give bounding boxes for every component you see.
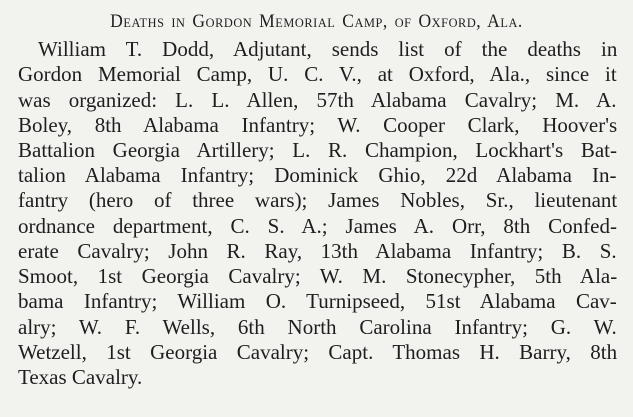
- body-line-12: alry; W. F. Wells, 6th North Carolina Infantry; G. W.: [18, 315, 617, 339]
- body-line-13: Wetzell, 1st Georgia Cavalry; Capt. Thomas H. Barry, 8th: [18, 340, 618, 364]
- body-line-3: was organized: L. L. Allen, 57th Alabama Cavalry; M. A.: [18, 88, 617, 112]
- body-line-9: erate Cavalry; John R. Ray, 13th Alabama Infantry; B. S.: [18, 239, 617, 263]
- body-line-8: ordnance department, C. S. A.; James A. Orr, 8th Confed-: [18, 214, 617, 238]
- body-line-2: Gordon Memorial Camp, U. C. V., at Oxford, Ala., since it: [18, 62, 617, 86]
- body-line-7: fantry (hero of three wars); James Nobles, Sr., lieutenant: [18, 188, 618, 212]
- body-line-10: Smoot, 1st Georgia Cavalry; W. M. Stonecypher, 5th Ala-: [18, 264, 618, 288]
- body-line-6: talion Alabama Infantry; Dominick Ghio, 22d Alabama In-: [18, 163, 617, 187]
- body-line-4: Boley, 8th Alabama Infantry; W. Cooper Clark, Hoover's: [18, 113, 618, 137]
- body-line-5: Battalion Georgia Artillery; L. R. Champion, Lockhart's Bat-: [18, 138, 617, 162]
- article-heading: Deaths in Gordon Memorial Camp, of Oxford, Ala.: [110, 12, 523, 32]
- body-line-11: bama Infantry; William O. Turnipseed, 51st Alabama Cav-: [18, 289, 617, 313]
- body-line-1: William T. Dodd, Adjutant, sends list of the deaths in: [38, 37, 618, 61]
- body-line-14: Texas Cavalry.: [18, 365, 143, 389]
